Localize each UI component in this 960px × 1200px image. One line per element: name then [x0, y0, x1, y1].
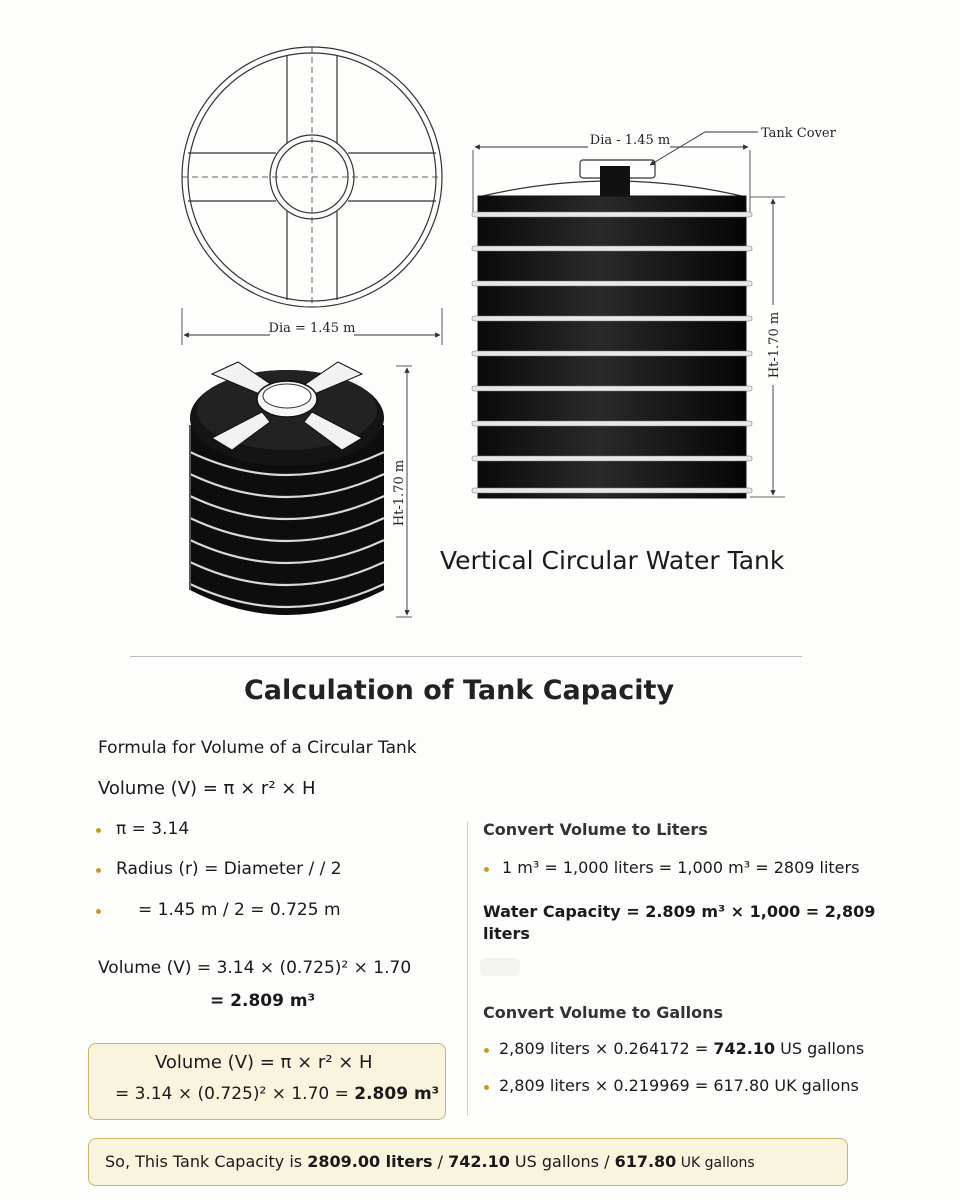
- us-gallons-conversion: 2,809 liters × 0.264172 = 742.10 US gallons: [499, 1039, 865, 1058]
- liters-heading: Convert Volume to Liters: [483, 820, 708, 839]
- formula: Volume (V) = π × r² × H: [98, 778, 316, 799]
- top-view: [182, 47, 442, 345]
- gallons-heading: Convert Volume to Gallons: [483, 1003, 723, 1022]
- pi-value: π = 3.14: [116, 819, 190, 839]
- side-view: [472, 131, 786, 498]
- capacity-summary: So, This Tank Capacity is 2809.00 liters / 742.10 US gallons / 617.80 UK gallons: [105, 1152, 755, 1171]
- capacity-summary-box: [88, 1138, 848, 1186]
- formula-heading: Formula for Volume of a Circular Tank: [98, 738, 417, 758]
- bullet-dot: [96, 828, 101, 833]
- water-capacity-line1: Water Capacity = 2.809 m³ × 1,000 = 2,809: [483, 902, 876, 921]
- box-formula: Volume (V) = π × r² × H: [155, 1052, 373, 1073]
- uk-gallons-conversion: 2,809 liters × 0.219969 = 617.80 UK gallons: [499, 1076, 859, 1095]
- liters-conversion: 1 m³ = 1,000 liters = 1,000 m³ = 2809 liters: [502, 858, 860, 877]
- volume-calculation: Volume (V) = 3.14 × (0.725)² × 1.70: [98, 958, 412, 978]
- top-view-dia-label: Dia = 1.45 m: [268, 321, 356, 336]
- bullet-dot: [484, 1085, 489, 1090]
- radius-value: = 1.45 m / 2 = 0.725 m: [138, 900, 341, 920]
- radius-formula: Radius (r) = Diameter / / 2: [116, 859, 342, 879]
- tank-3d-view: [190, 362, 412, 617]
- box-calculation: = 3.14 × (0.725)² × 1.70 = 2.809 m³: [115, 1084, 440, 1104]
- bullet-dot: [96, 909, 101, 914]
- section-divider: [130, 656, 802, 657]
- diagram-title: Vertical Circular Water Tank: [440, 546, 785, 575]
- water-capacity-line2: liters: [483, 924, 530, 943]
- bullet-dot: [96, 868, 101, 873]
- bullet-dot: [484, 1048, 489, 1053]
- bullet-dot: [484, 867, 489, 872]
- volume-summary-box: [88, 1043, 446, 1120]
- tank-cover-label: Tank Cover: [761, 126, 836, 141]
- volume-result: = 2.809 m³: [210, 991, 316, 1011]
- 3d-view-height-label: Ht-1.70 m: [392, 459, 407, 527]
- side-view-height-label: Ht-1.70 m: [767, 311, 782, 379]
- calculation-heading: Calculation of Tank Capacity: [243, 675, 675, 706]
- side-view-dia-label: Dia - 1.45 m: [589, 133, 671, 148]
- column-divider: [467, 822, 468, 1116]
- faded-mark: [480, 958, 520, 976]
